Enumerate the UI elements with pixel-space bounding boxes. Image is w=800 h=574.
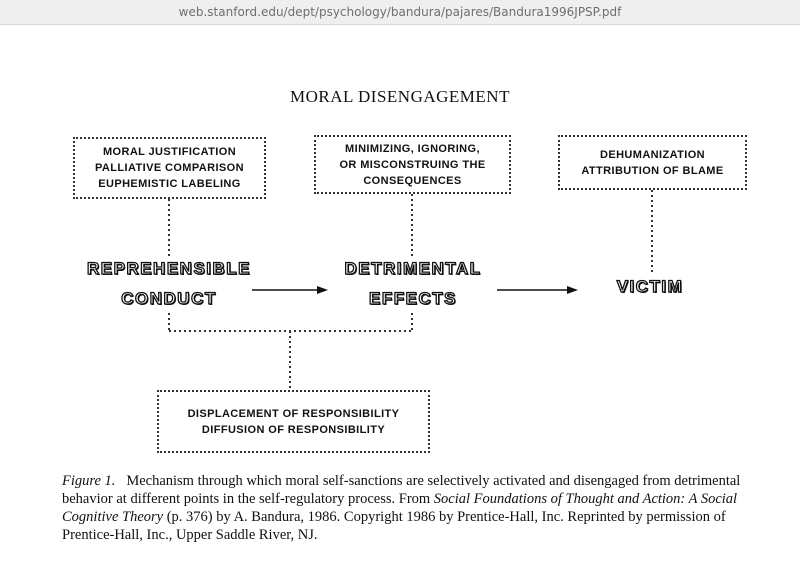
stage-line: DETRIMENTAL (344, 259, 482, 278)
caption-text-1: Mechanism through which moral self-sanctions are selectively activated and disengaged from detrimental behavior at different points in the self-regulatory process. From (62, 473, 741, 507)
figure-caption (62, 472, 767, 544)
arrowhead-effects-to-victim (567, 286, 578, 294)
box-line: DEHUMANIZATION (600, 148, 705, 161)
stage-detrimental-effects (322, 257, 504, 311)
stage-line: EFFECTS (369, 289, 457, 308)
box-effects-mechanisms (314, 135, 511, 194)
diagram-title: MORAL DISENGAGEMENT (290, 87, 510, 106)
box-line: DIFFUSION OF RESPONSIBILITY (201, 423, 386, 436)
caption-book-title: Social Foundations of Thought and Action: A Social Cognitive Theory (62, 491, 738, 525)
box-line: OR MISCONSTRUING THE (339, 158, 486, 171)
box-victim-mechanisms (558, 135, 747, 190)
box-line: MINIMIZING, IGNORING, (345, 142, 480, 155)
stage-line: CONDUCT (121, 289, 217, 308)
box-line: DISPLACEMENT OF RESPONSIBILITY (187, 407, 400, 420)
box-line: EUPHEMISTIC LABELING (98, 178, 241, 190)
stage-victim (595, 275, 705, 299)
caption-label: Figure 1. (62, 473, 116, 489)
box-line: PALLIATIVE COMPARISON (95, 162, 244, 174)
box-agency-mechanisms (157, 390, 430, 453)
box-line: ATTRIBUTION OF BLAME (581, 164, 724, 177)
url-text: web.stanford.edu/dept/psychology/bandura/pajares/Bandura1996JPSP.pdf (178, 5, 622, 19)
box-conduct-mechanisms (73, 137, 266, 199)
pdf-page (0, 25, 800, 574)
stage-reprehensible-conduct (62, 257, 276, 311)
stage-line: VICTIM (616, 277, 684, 296)
address-bar[interactable] (0, 0, 800, 25)
box-line: MORAL JUSTIFICATION (102, 146, 237, 158)
stage-line: REPREHENSIBLE (86, 259, 252, 278)
box-line: CONSEQUENCES (363, 174, 462, 187)
caption-text-2: (p. 376) by A. Bandura, 1986. Copyright 1986 by Prentice-Hall, Inc. Reprinted by permission of Prentice-Hall, Inc., Upper Saddle River, NJ. (62, 509, 726, 543)
